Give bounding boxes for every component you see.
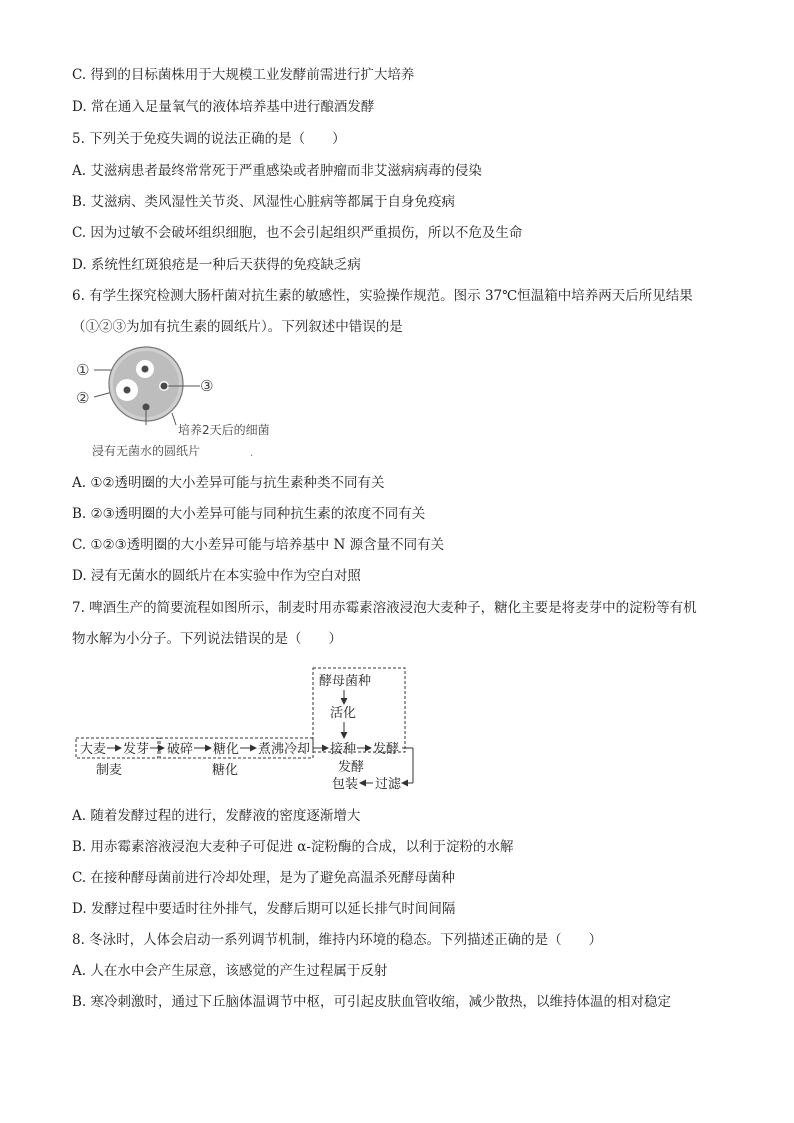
stage-saccharification: 糖化 (212, 763, 239, 778)
q6-option-a: A. ①②透明圈的大小差异可能与抗生素种类不同有关 (72, 475, 385, 491)
label-3: ③ (200, 377, 214, 395)
node-barley: 大麦 (80, 742, 107, 757)
node-boil-cool: 煮沸冷却 (258, 742, 311, 757)
node-saccharify: 糖化 (213, 742, 240, 757)
node-germinate: 发芽 (123, 742, 150, 757)
label-1: ① (76, 361, 90, 379)
disc-3 (161, 383, 168, 390)
question-6-cont: （①②③为加有抗生素的圆纸片）。下列叙述中错误的是 (72, 319, 403, 335)
node-filter: 过滤 (375, 777, 402, 792)
question-8: 8. 冬泳时，人体会启动一系列调节机制，维持内环境的稳态。下列描述正确的是（ ） (72, 932, 603, 948)
question-6: 6. 有学生探究检测大肠杆菌对抗生素的敏感性，实验操作规范。图示 37℃恒温箱中培养两天后所见结果 (72, 288, 693, 304)
caption-bacteria: 培养2天后的细菌 (178, 423, 270, 437)
q5-option-d: D. 系统性红斑狼疮是一种后天获得的免疫缺乏病 (72, 257, 361, 273)
q6-option-d: D. 浸有无菌水的圆纸片在本实验中作为空白对照 (72, 568, 361, 584)
label-2: ② (76, 389, 90, 407)
question-7: 7. 啤酒生产的简要流程如图所示，制麦时用赤霉素溶液浸泡大麦种子，糖化主要是将麦芽中的淀粉等有机 (72, 600, 697, 616)
q7-option-b: B. 用赤霉素溶液浸泡大麦种子可促进 α-淀粉酶的合成，以利于淀粉的水解 (72, 839, 514, 855)
node-inoculate: 接种 (330, 742, 357, 757)
node-yeast: 酵母菌种 (319, 674, 372, 689)
q5-option-c: C. 因为过敏不会破坏组织细胞，也不会引起组织严重损伤，所以不危及生命 (72, 225, 523, 241)
q7-option-a: A. 随着发酵过程的进行，发酵液的密度逐渐增大 (72, 808, 361, 824)
question-7-cont: 物水解为小分子。下列说法错误的是（ ） (72, 631, 342, 647)
q4-option-c: C. 得到的目标菌株用于大规模工业发酵前需进行扩大培养 (72, 67, 415, 83)
q4-option-d: D. 常在通入足量氧气的液体培养基中进行酿酒发酵 (72, 99, 375, 115)
stage-malting: 制麦 (96, 763, 123, 778)
stage-fermentation: 发酵 (338, 760, 365, 775)
q5-option-a: A. 艾滋病患者最终常常死于严重感染或者肿瘤而非艾滋病病毒的侵染 (72, 163, 482, 179)
node-crush: 破碎 (167, 742, 194, 757)
caption-paper-disc: 浸有无菌水的圆纸片 (92, 444, 201, 458)
node-package: 包装 (332, 777, 359, 792)
question-5: 5. 下列关于免疫失调的说法正确的是（ ） (72, 131, 346, 147)
q5-option-b: B. 艾滋病、类风湿性关节炎、风湿性心脏病等都属于自身免疫病 (72, 194, 456, 210)
q7-option-c: C. 在接种酵母菌前进行冷却处理，是为了避免高温杀死酵母菌种 (72, 870, 455, 886)
q7-option-d: D. 发酵过程中要适时往外排气，发酵后期可以延长排气时间间隔 (72, 901, 456, 917)
q8-option-b: B. 寒冷刺激时，通过下丘脑体温调节中枢，可引起皮肤血管收缩，减少散热，以维持体温的相对稳定 (72, 994, 672, 1010)
q6-option-c: C. ①②③透明圈的大小差异可能与培养基中 N 源含量不同有关 (72, 537, 445, 553)
q6-option-b: B. ②③透明圈的大小差异可能与同种抗生素的浓度不同有关 (72, 506, 426, 522)
disc-1 (142, 366, 149, 373)
q8-option-a: A. 人在水中会产生尿意，该感觉的产生过程属于反射 (72, 963, 388, 979)
node-activate: 活化 (330, 706, 357, 721)
disc-2 (124, 387, 131, 394)
stray-dot: · (250, 451, 254, 462)
control-disc (143, 404, 150, 411)
petri-dish-figure (72, 345, 302, 463)
brewing-flowchart (72, 664, 422, 794)
node-ferment: 发酵 (373, 742, 400, 757)
